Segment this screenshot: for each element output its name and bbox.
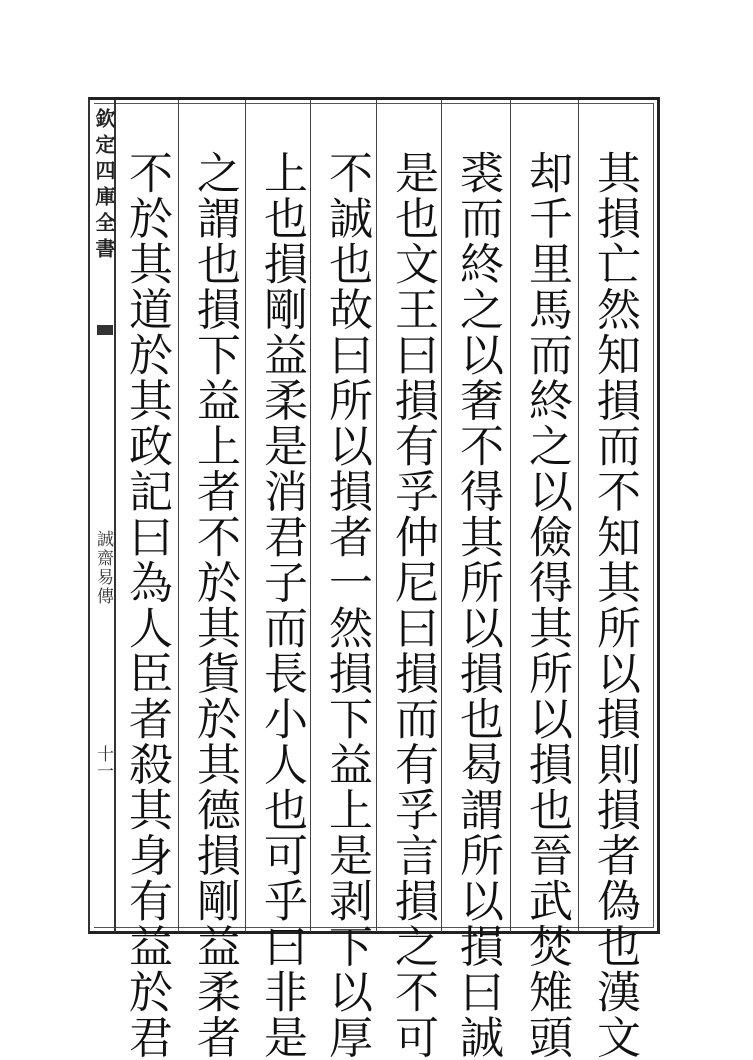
fish-tail-mark xyxy=(97,325,113,335)
text-column-6: 上也損剛益柔是消君子而長小人也可乎曰非是 xyxy=(256,150,307,1060)
text-column-4: 是也文王曰損有孚仲尼曰損而有孚言損之不可 xyxy=(387,150,438,1060)
column-rule xyxy=(245,100,246,932)
text-column-8: 不於其道於其政記曰為人臣者殺其身有益於君 xyxy=(121,150,172,1060)
text-column-5: 不誠也故曰所以損者一然損下益上是剥下以厚 xyxy=(321,150,372,1060)
column-rule xyxy=(310,100,311,932)
center-page-number: 十一 xyxy=(93,745,113,779)
column-rule xyxy=(578,100,579,932)
text-column-3: 裘而終之以奢不得其所以損也曷謂所以損曰誠 xyxy=(452,150,503,1060)
column-rule xyxy=(376,100,377,932)
center-book-title: 誠齋易傳 xyxy=(93,530,113,606)
column-rule xyxy=(510,100,511,932)
text-column-1: 其損亡然知損而不知其所以損則損者偽也漢文 xyxy=(589,150,640,1060)
text-column-7: 之謂也損下益上者不於其貨於其德損剛益柔者 xyxy=(189,150,240,1060)
center-title: 欽定四庫全書 xyxy=(92,108,116,264)
column-rule xyxy=(178,100,179,932)
text-column-2: 却千里馬而終之以儉得其所以損也晉武焚雉頭 xyxy=(521,150,572,1060)
column-rule xyxy=(441,100,442,932)
